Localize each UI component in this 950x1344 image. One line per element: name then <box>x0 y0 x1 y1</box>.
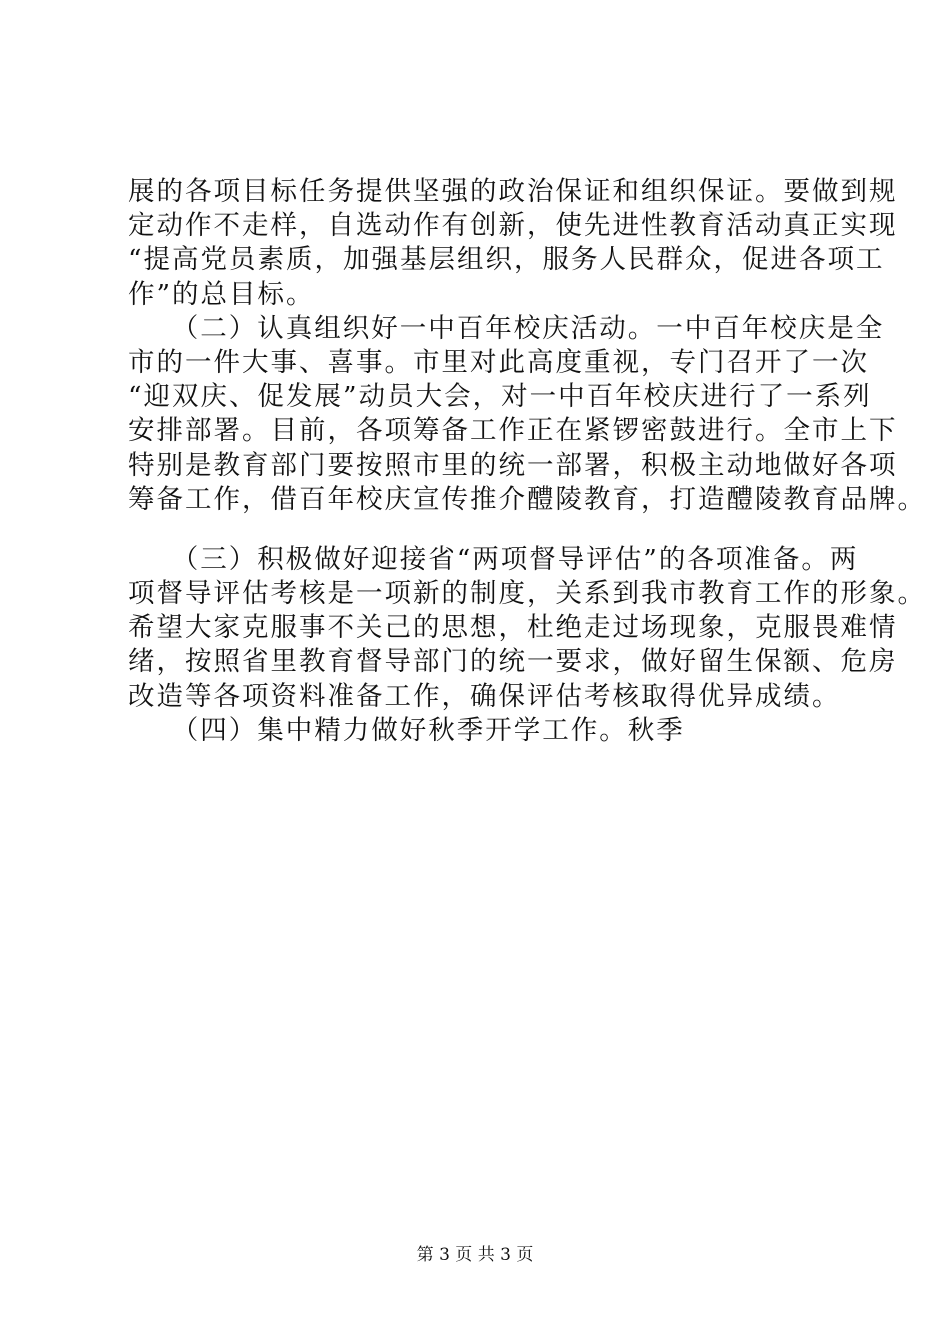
text-line: 定动作不走样，自选动作有创新，使先进性教育活动真正实现 <box>128 210 898 242</box>
text-line: “迎双庆、促发展”动员大会，对一中百年校庆进行了一系列 <box>128 381 872 413</box>
page-number-footer: 第 3 页 共 3 页 <box>416 1245 534 1265</box>
text-line: 筹备工作，借百年校庆宣传推介醴陵教育，打造醴陵教育品牌。 <box>128 483 926 515</box>
text-line: （四）集中精力做好秋季开学工作。秋季 <box>128 714 685 746</box>
text-line: 安排部署。目前，各项筹备工作正在紧锣密鼓进行。全市上下 <box>128 415 898 447</box>
text-line: 改造等各项资料准备工作，确保评估考核取得优异成绩。 <box>128 680 841 712</box>
text-line: （二）认真组织好一中百年校庆活动。一中百年校庆是全 <box>128 312 885 344</box>
text-line: 市的一件大事、喜事。市里对此高度重视，专门召开了一次 <box>128 346 869 378</box>
paragraph-gap <box>128 517 828 543</box>
text-line: 希望大家克服事不关己的思想，杜绝走过场现象，克服畏难情 <box>128 612 898 644</box>
text-line: 项督导评估考核是一项新的制度，关系到我市教育工作的形象。 <box>128 578 926 610</box>
text-line: “提高党员素质，加强基层组织，服务人民群众，促进各项工 <box>128 244 885 276</box>
text-line: 展的各项目标任务提供坚强的政治保证和组织保证。要做到规 <box>128 176 898 207</box>
text-line: 绪，按照省里教育督导部门的统一要求，做好留生保额、危房 <box>128 646 898 678</box>
text-line: 作”的总目标。 <box>128 278 315 310</box>
document-body <box>128 175 926 748</box>
text-line: （三）积极做好迎接省“两项督导评估”的各项准备。两 <box>128 543 859 575</box>
text-line: 特别是教育部门要按照市里的统一部署，积极主动地做好各项 <box>128 449 898 481</box>
